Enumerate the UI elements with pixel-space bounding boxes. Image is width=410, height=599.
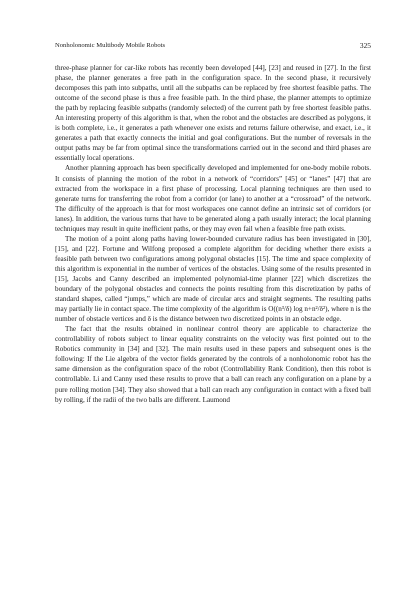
paragraph-1: three-phase planner for car-like robots has recently been developed [44], [23] and reused in [27]. In the first phase, the planner generates a free path in the configuration space. In the second phase, it recursively decomposes this path into subpaths, until all the subpaths can be replaced by free shortest feasible paths. The outcome of the second phase is thus a free feasible path. In the third phase, the planner attempts to optimize the path by replacing feasible subpaths (randomly selected) of the current path by free shortest feasible paths. An interesting property of this algorithm is that, when the robot and the obstacles are described as polygons, it is both complete, i.e., it generates a path whenever one exists and returns failure otherwise, and exact, i.e., it generates a path that exactly connects the initial and goal configurations. But the number of reversals in the output paths may be far from optimal since the transformations carried out in the second and third phases are essentially local operations.	[55, 64, 371, 163]
paragraph-3: The motion of a point along paths having lower-bounded curvature radius has been investigated in [30], [15], and [22]. Fortune and Wilfong proposed a complete algorithm for deciding whether there exists a feasible path between two configurations among polygonal obstacles [15]. The time and space complexity of this algorithm is exponential in the number of vertices of the obstacles. Using some of the results presented in [15], Jacobs and Canny described an implemented polynomial-time planner [22] which discretizes the boundary of the polygonal obstacles and connects the points resulting from this discretization by paths of standard shapes, called “jumps,” which are made of circular arcs and straight segments. The resulting paths may partially lie in contact space. The time complexity of the algorithm is O((n³/δ) log n+n²/δ²), where n is the number of obstacle vertices and δ is the distance between two discretized points in an obstacle edge.	[55, 234, 371, 324]
body-text	[55, 63, 371, 405]
paragraph-4: The fact that the results obtained in nonlinear control theory are applicable to characterize the controllability of robots subject to linear equality constraints on the velocity was first pointed out to the Robotics community in [34] and [32]. The main results used in these papers and subsequent ones is the following: If the Lie algebra of the vector fields generated by the controls of a nonholonomic robot has the same dimension as the configuration space of the robot (Controllability Rank Condition), then this robot is controllable. Li and Canny used these results to prove that a ball can reach any configuration on a plane by a pure rolling motion [34]. They also showed that a ball can reach any configuration in contact with a fixed ball by rolling, if the radii of the two balls are different. Laumond	[55, 325, 371, 404]
page-number: 325	[359, 41, 371, 50]
running-title: Nonholonomic Multibody Mobile Robots	[55, 42, 166, 49]
running-header	[55, 40, 371, 52]
paragraph-2: Another planning approach has been specifically developed and implemented for one-body mobile robots. It consists of planning the motion of the robot in a network of “corridors” [45] or “lanes” [47] that are extracted from the workspace in a first phase of processing. Local planning techniques are then used to generate turns for transferring the robot from a corridor (or lane) to another at a “crossroad” of the network. The difficulty of the approach is that for most workspaces one cannot define an intrinsic set of corridors (or lanes). In addition, the various turns that have to be generated along a path usually interact; the local planning techniques may result in quite inefficient paths, or they may even fail when a feasible free path exists.	[55, 164, 371, 233]
